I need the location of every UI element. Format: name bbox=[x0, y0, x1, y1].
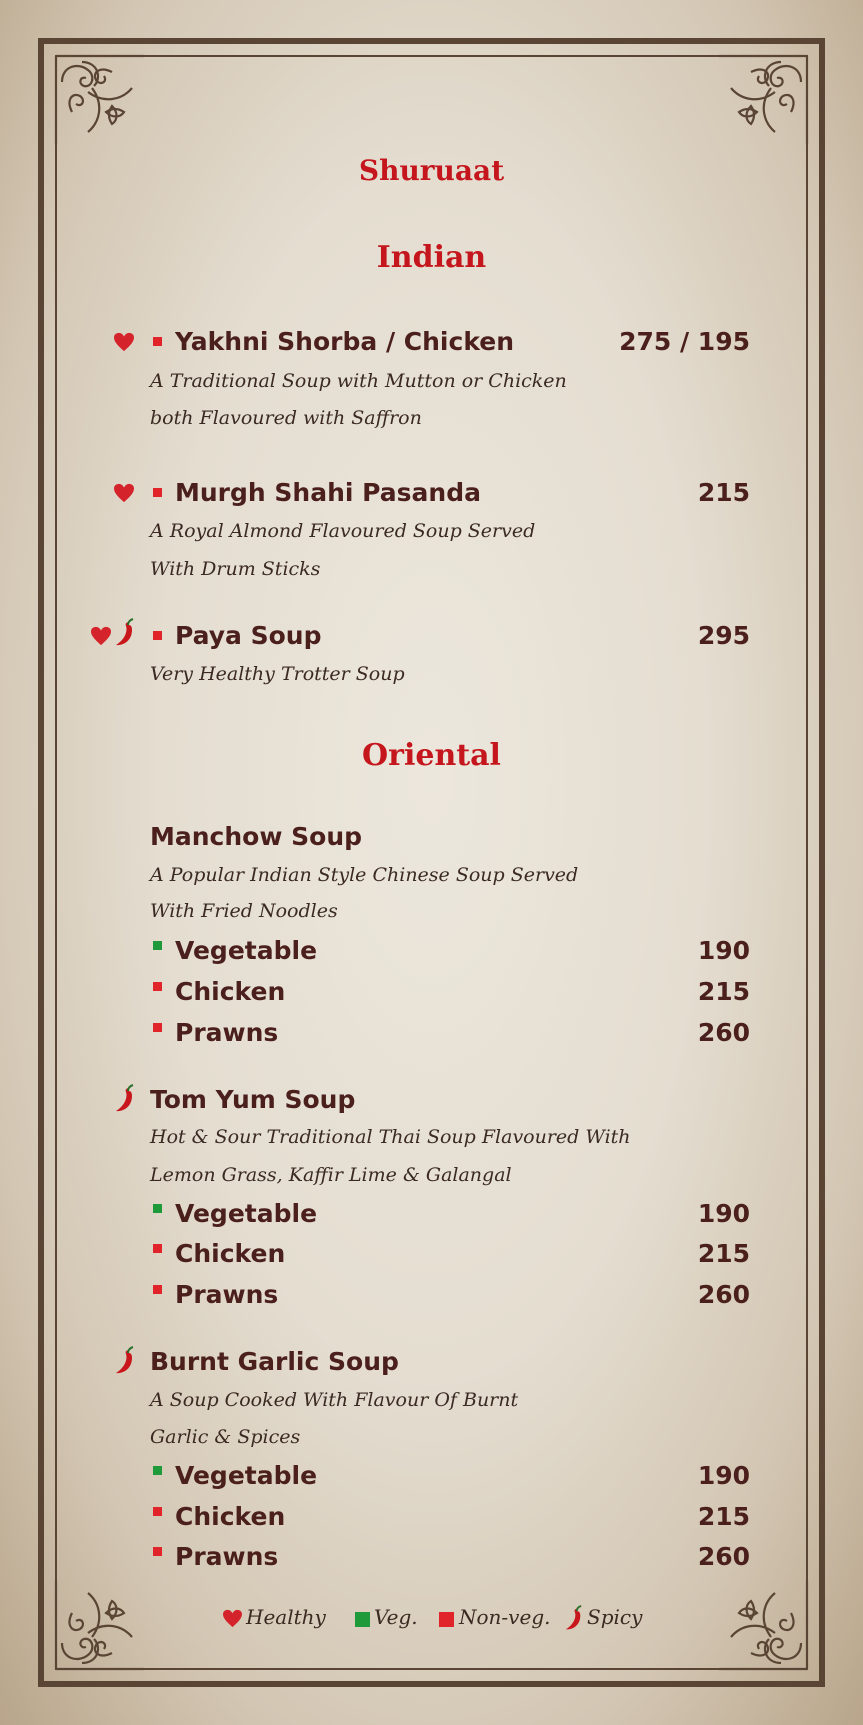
chili-icon bbox=[564, 1605, 584, 1632]
heart-icon bbox=[222, 1609, 243, 1628]
variant-price: 190 bbox=[697, 936, 750, 965]
heart-icon bbox=[113, 332, 135, 352]
item-description: A Soup Cooked With Flavour Of Burnt bbox=[150, 1389, 519, 1411]
variant-price: 215 bbox=[697, 1502, 750, 1531]
variant-price: 215 bbox=[697, 1239, 750, 1268]
nonveg-square-icon bbox=[153, 1285, 162, 1294]
legend bbox=[0, 1604, 863, 1634]
variant-name: Vegetable bbox=[175, 1199, 318, 1228]
corner-ornament-icon bbox=[52, 52, 148, 148]
variant-price: 260 bbox=[697, 1018, 750, 1047]
variant-name: Prawns bbox=[175, 1542, 279, 1571]
nonveg-square-icon bbox=[153, 631, 162, 640]
corner-ornament-icon bbox=[715, 52, 811, 148]
section-heading-oriental: Oriental bbox=[362, 738, 501, 773]
legend-veg-label: Veg. bbox=[374, 1605, 418, 1629]
variant-name: Prawns bbox=[175, 1018, 279, 1047]
variant-name: Prawns bbox=[175, 1280, 279, 1309]
variant-price: 215 bbox=[697, 977, 750, 1006]
item-description: Hot & Sour Traditional Thai Soup Flavoured With bbox=[150, 1126, 631, 1148]
nonveg-square-icon bbox=[153, 1023, 162, 1032]
item-name: Yakhni Shorba / Chicken bbox=[175, 327, 515, 356]
legend-spicy-label: Spicy bbox=[587, 1605, 643, 1629]
nonveg-square-icon bbox=[439, 1612, 454, 1627]
variant-name: Vegetable bbox=[175, 1461, 318, 1490]
variant-price: 190 bbox=[697, 1461, 750, 1490]
variant-name: Chicken bbox=[175, 1239, 286, 1268]
item-name: Burnt Garlic Soup bbox=[150, 1347, 399, 1376]
item-description: A Royal Almond Flavoured Soup Served bbox=[150, 520, 536, 542]
legend-nonveg-label: Non-veg. bbox=[459, 1605, 551, 1629]
nonveg-square-icon bbox=[153, 982, 162, 991]
variant-name: Chicken bbox=[175, 977, 286, 1006]
variant-name: Chicken bbox=[175, 1502, 286, 1531]
item-name: Tom Yum Soup bbox=[150, 1085, 356, 1114]
item-name: Paya Soup bbox=[175, 621, 322, 650]
page-title: Shuruaat bbox=[358, 154, 505, 187]
nonveg-square-icon bbox=[153, 1547, 162, 1556]
nonveg-square-icon bbox=[153, 1244, 162, 1253]
veg-square-icon bbox=[153, 1466, 162, 1475]
nonveg-square-icon bbox=[153, 1507, 162, 1516]
chili-icon bbox=[114, 1084, 136, 1114]
item-description: Lemon Grass, Kaffir Lime & Galangal bbox=[150, 1164, 512, 1186]
item-description: With Drum Sticks bbox=[150, 558, 321, 580]
item-price: 215 bbox=[697, 478, 750, 507]
heart-icon bbox=[113, 483, 135, 503]
variant-price: 260 bbox=[697, 1280, 750, 1309]
item-description: Garlic & Spices bbox=[150, 1426, 301, 1448]
variant-name: Vegetable bbox=[175, 936, 318, 965]
item-description: With Fried Noodles bbox=[150, 900, 338, 922]
nonveg-square-icon bbox=[153, 337, 162, 346]
item-name: Manchow Soup bbox=[150, 822, 363, 851]
item-price: 295 bbox=[697, 621, 750, 650]
nonveg-square-icon bbox=[153, 488, 162, 497]
item-description: Very Healthy Trotter Soup bbox=[150, 663, 405, 685]
chili-icon bbox=[114, 618, 136, 648]
item-description: A Traditional Soup with Mutton or Chicken bbox=[150, 370, 567, 392]
veg-square-icon bbox=[153, 941, 162, 950]
item-name: Murgh Shahi Pasanda bbox=[175, 478, 481, 507]
variant-price: 190 bbox=[697, 1199, 750, 1228]
item-price: 275 / 195 bbox=[619, 327, 750, 356]
legend-healthy-label: Healthy bbox=[246, 1605, 326, 1629]
veg-square-icon bbox=[153, 1204, 162, 1213]
section-heading-indian: Indian bbox=[376, 240, 487, 275]
chili-icon bbox=[114, 1346, 136, 1376]
item-description: both Flavoured with Saffron bbox=[150, 407, 422, 429]
heart-icon bbox=[90, 626, 112, 646]
veg-square-icon bbox=[355, 1612, 370, 1627]
variant-price: 260 bbox=[697, 1542, 750, 1571]
item-description: A Popular Indian Style Chinese Soup Served bbox=[150, 864, 579, 886]
